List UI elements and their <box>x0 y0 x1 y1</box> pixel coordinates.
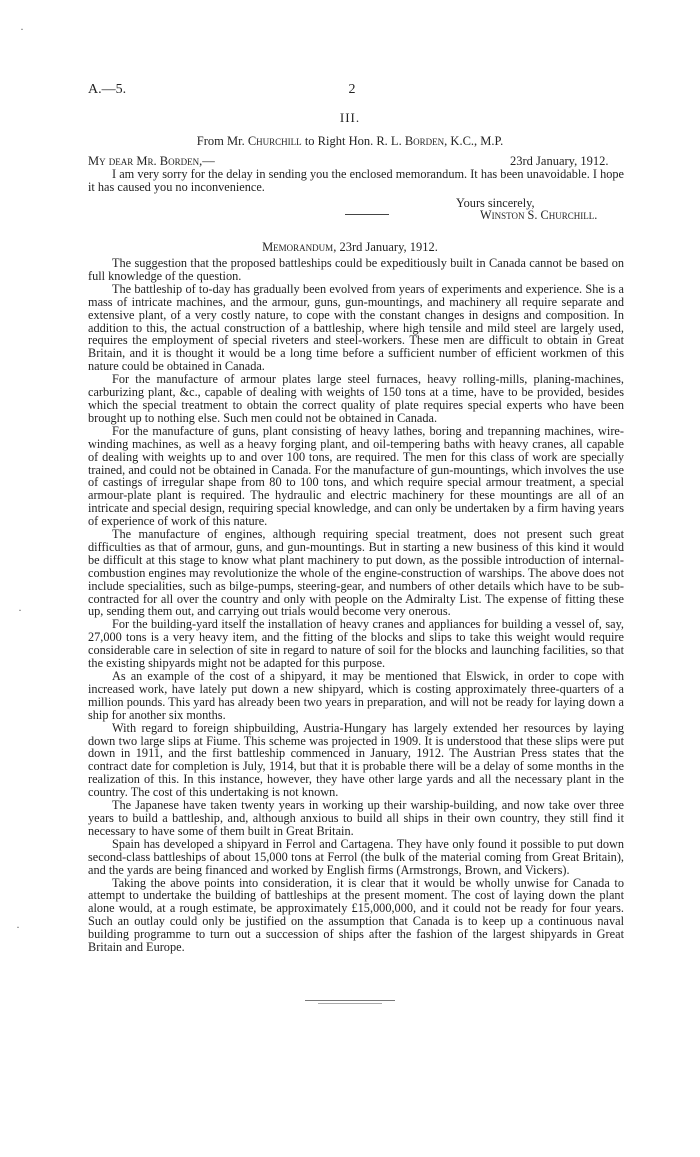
memorandum-title-date: , 23rd January, 1912. <box>333 240 438 254</box>
page-number: 2 <box>348 82 356 97</box>
signature-rule <box>345 214 389 215</box>
memo-paragraph: Taking the above points into consideration, it is clear that it would be wholly unwise for Canada to attempt to undertake the building of battleships at the present moment. The cost of laying down the plant alone would, at a rough estimate, be approximately £15,000,000, and it could not be ready for four years. Such an outlay could only be justified on the assumption that Canada is to keep up a continuous naval building programme to turn out a succession of ships after the fashion of the largest shipyards in Great Britain and Europe. <box>88 875 624 955</box>
memo-paragraph: The battleship of to-day has gradually been evolved from years of experiments and experience. She is a mass of intricate machines, and the armour, guns, gun-mountings, and machinery all require separate and extensive plant, of a very costly nature, to cope with the constant changes in designs and composition. In addition to this, the actual construction of a battleship, where high tensile and mild steel are largely used, requires the employment of special riveters and steel-workers. These men are difficult to obtain in Great Britain, and it is thought it would be a long time before a sufficient number of efficient workmen of this nature could be obtained in Canada. <box>88 281 624 374</box>
from-suffix: , K.C., M.P. <box>444 134 504 148</box>
memo-paragraph: The Japanese have taken twenty years in working up their warship-building, and now take over three years to build a battleship, and, although anxious to build all ships in their own country, they still find it necessary to have some of them built in Great Britain. <box>88 798 624 838</box>
letter-closing: Yours sincerely, <box>456 196 535 210</box>
memo-paragraph: The manufacture of engines, although requiring special treatment, does not present such great difficulties as that of armour, guns, and gun-mountings. But in starting a new business of this kind it would be difficult at this stage to know what plant machinery to put down, as the possible introduction of internal-combustion engines may revolutionize the whole of the engine-construction of warships. The above does not include specialities, such as bilge-pumps, steering-gear, and numbers of other details which have to be sub-contracted for all over the country and only with people on the Admiralty List. The expense of fitting these up, sending them out, and carrying out trials would become very onerous. <box>88 527 624 619</box>
margin-mark: · <box>20 22 24 36</box>
from-prefix: From Mr. <box>196 134 245 148</box>
memo-paragraph: For the manufacture of armour plates large steel furnaces, heavy rolling-mills, planing-machines, carburizing plant, &c., capable of dealing with weights of 150 tons at a time, have to be provided, besides which the special treatment to obtain the correct quality of plate requires special experts who have been brought up to nothing else. Such men could not be obtained in Canada. <box>88 372 624 425</box>
memorandum-body <box>88 257 624 954</box>
section-number: III. <box>339 110 361 125</box>
letter-heading <box>0 134 700 149</box>
from-middle: to Right Hon. R. L. <box>304 134 402 148</box>
memo-paragraph: For the manufacture of guns, plant consisting of heavy lathes, boring and trepanning machines, wire-winding machines, as well as a heavy forging plant, and oil-tempering baths with heavy cranes, all capable of dealing with weights up to and over 100 tons, are required. The men for this class of work are specially trained, and could not be obtained in Canada. For the manufacture of gun-mountings, which involves the use of castings of irregular shape from 80 to 100 tons, and which require special armour treatment, a special armour-plate plant is required. The hydraulic and electric machinery for these mountings are all of an intricate and special design, requiring special knowledge, and can only be undertaken by a firm having years of experience of work of this nature. <box>88 423 624 529</box>
page-header <box>88 82 616 100</box>
memorandum-title <box>0 240 700 255</box>
margin-mark: · <box>16 920 20 934</box>
memo-paragraph: With regard to foreign shipbuilding, Austria-Hungary has largely extended her resources by laying down two large slips at Fiume. This scheme was projected in 1909. It is understood that these slips were put down in 1911, and the first battleship commenced in January, 1912. The Austrian Press states that the contract date for completion is July, 1914, but that it is probable there will be a delay of some months in the realization of this. In this instance, however, they have other large yards and all the necessary plant in the country. The cost of this undertaking is not known. <box>88 720 624 800</box>
memo-paragraph: Spain has developed a shipyard in Ferrol and Cartagena. They have only found it possible to put down second-class battleships of about 15,000 tons at Ferrol (the bulk of the material coming from Great Britain), and the yards are being financed and worked by English firms (Armstrongs, Brown, and Vickers). <box>88 836 624 877</box>
margin-mark: · <box>18 603 22 617</box>
letter-signature: Winston S. Churchill. <box>480 208 598 222</box>
letter-salutation: My dear Mr. Borden,— <box>88 154 215 168</box>
end-rule <box>305 1000 395 1001</box>
document-reference: A.—5. <box>88 82 127 97</box>
sender-name: Churchill <box>247 134 302 148</box>
memo-paragraph: As an example of the cost of a shipyard, it may be mentioned that Elswick, in order to cope with increased work, have lately put down a new shipyard, which is costing approximately three-quarters of a million pounds. This yard has already been two years in preparation, and will not be ready for laying down a ship for another six months. <box>88 669 624 722</box>
recipient-name: Borden <box>404 134 445 148</box>
letter-body: I am very sorry for the delay in sending you the enclosed memorandum. It has been unavoidable. I hope it has caused you no inconvenience. <box>88 167 624 194</box>
memo-paragraph: For the building-yard itself the installation of heavy cranes and appliances for building a vessel of, say, 27,000 tons is a very heavy item, and the fitting of the blocks and slips to take this weight would require considerable care in selection of site in regard to nature of soil for the blocks and launching facilities, so that the existing shipyards might not be adapted for this purpose. <box>88 617 624 671</box>
memorandum-title-word: Memorandum <box>262 240 334 254</box>
memo-paragraph: The suggestion that the proposed battleships could be expeditiously built in Canada cannot be based on full knowledge of the question. <box>88 256 624 283</box>
letter-date: 23rd January, 1912. <box>510 154 609 168</box>
end-rule <box>318 1003 382 1004</box>
